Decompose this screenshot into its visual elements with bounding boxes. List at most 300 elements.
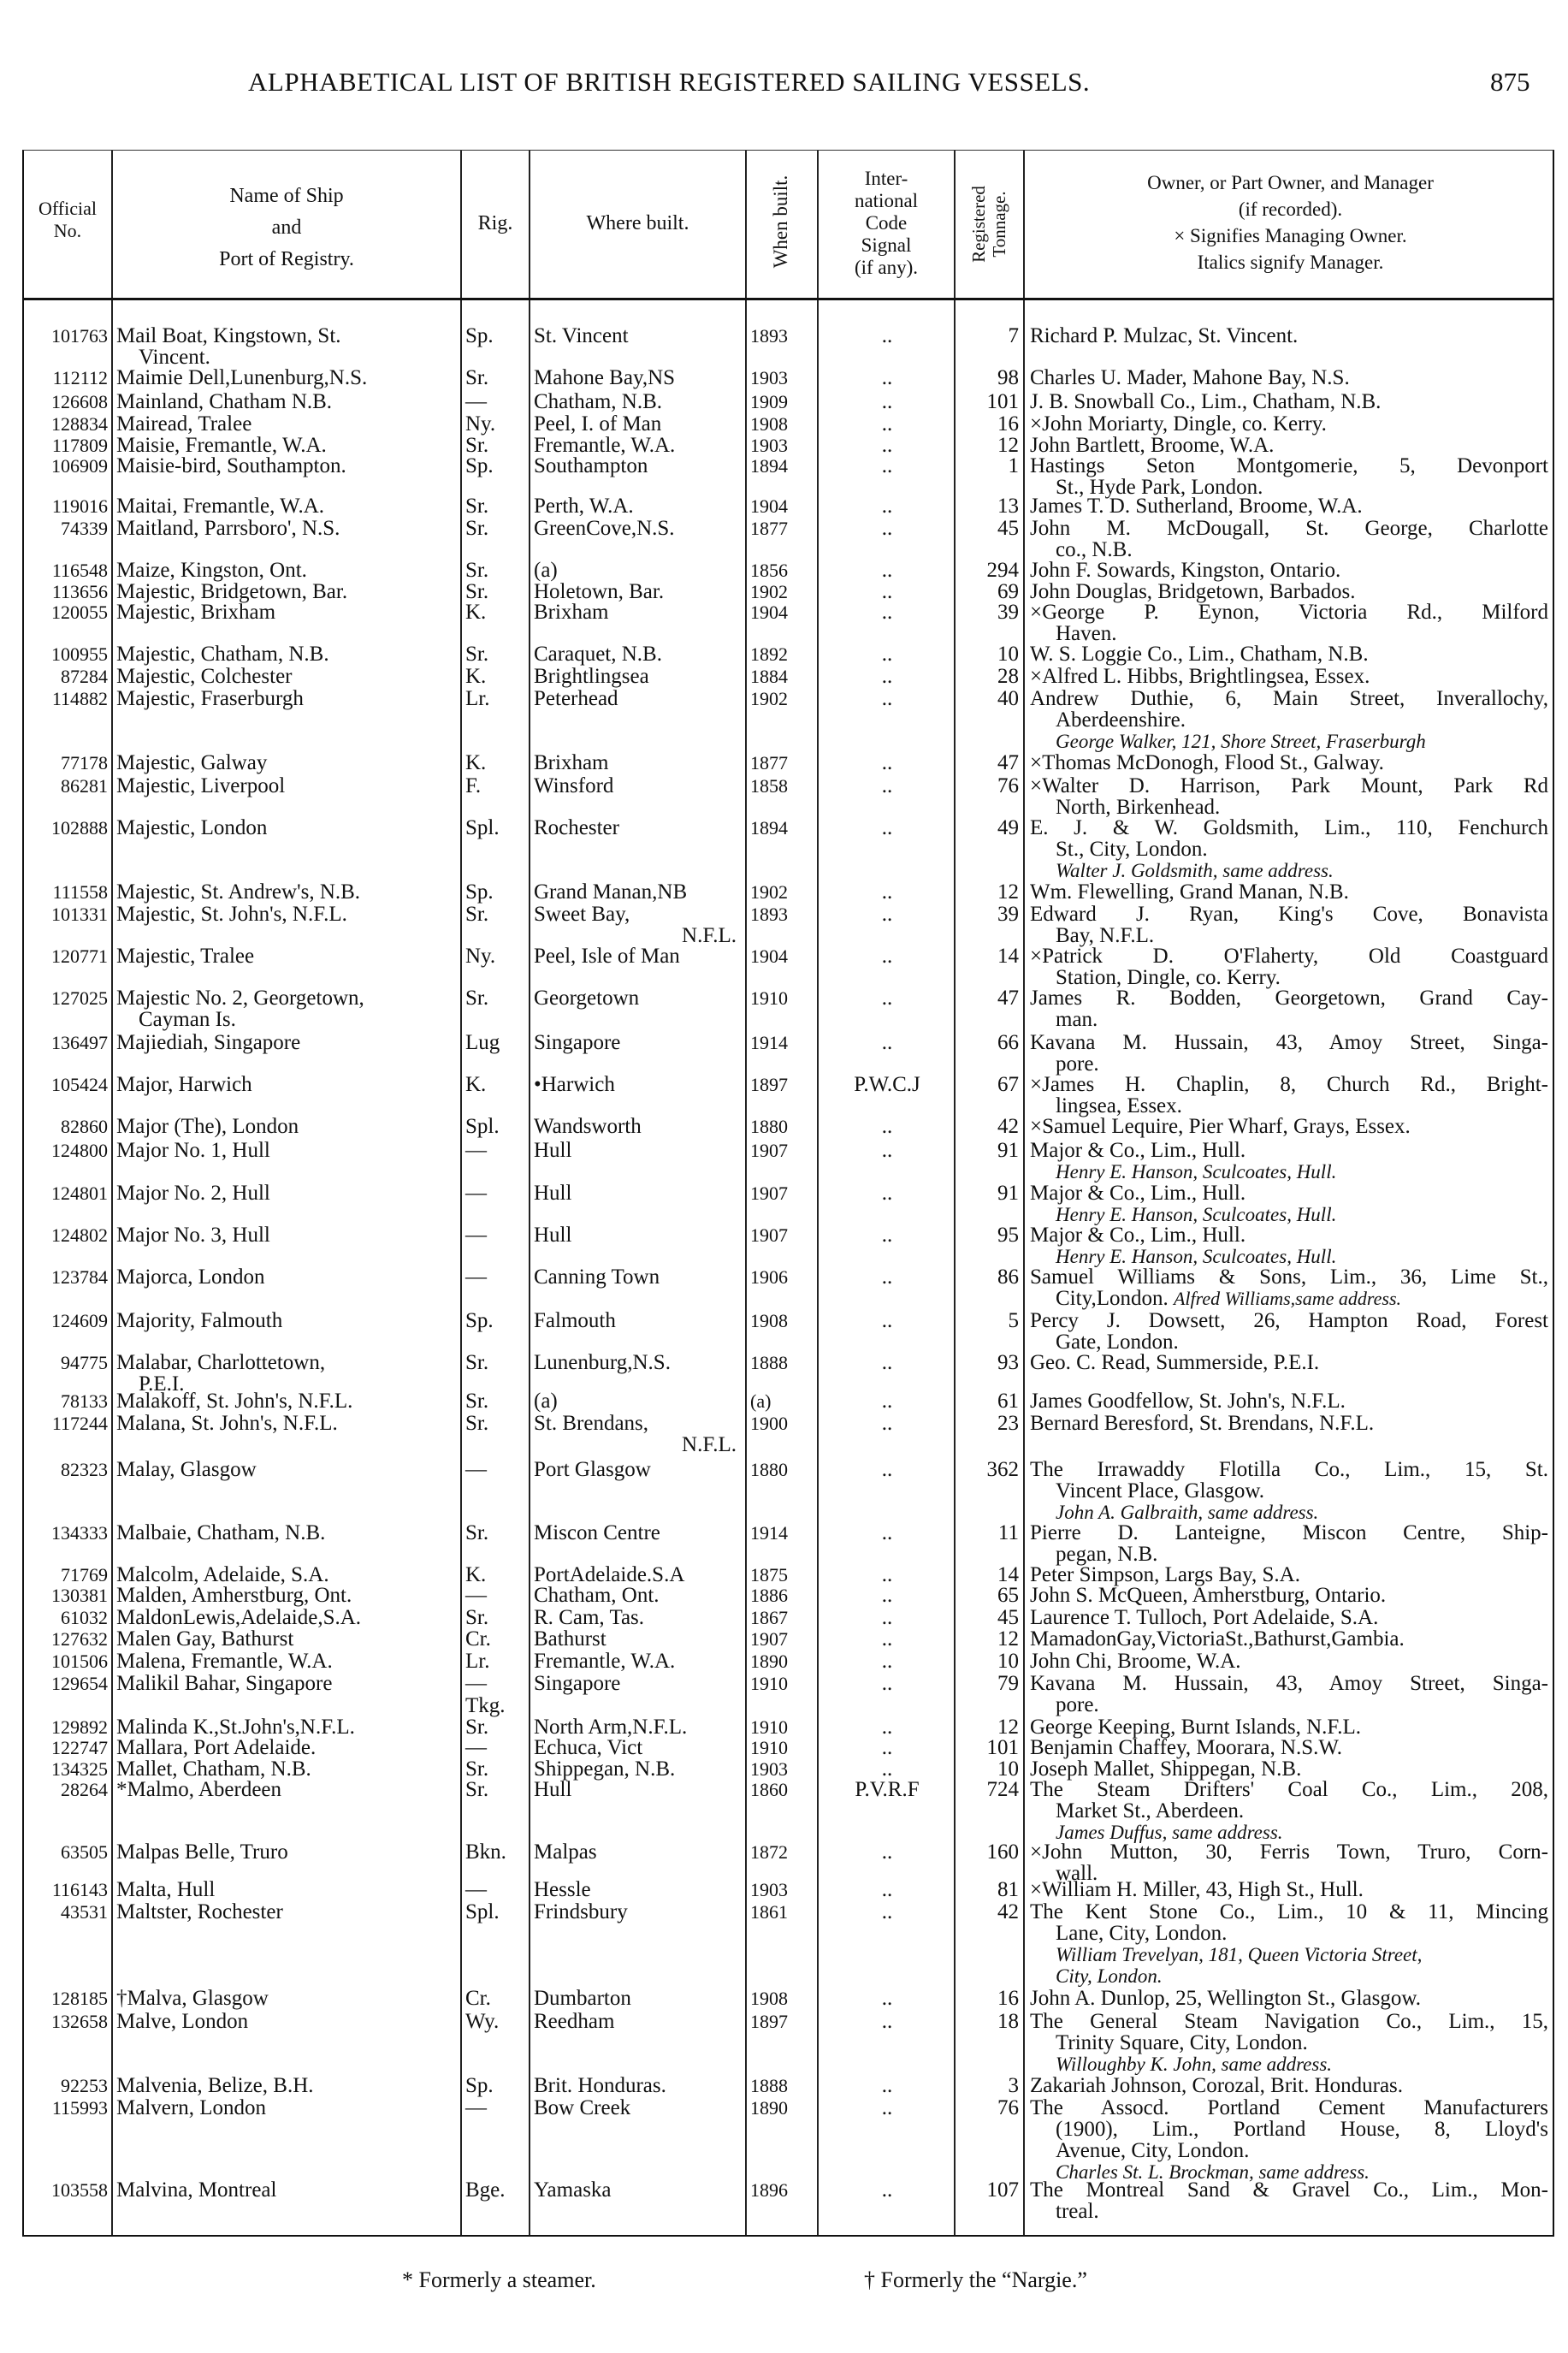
owner-line: Avenue, City, London. (1056, 2139, 1250, 2162)
code-signal: .. (881, 412, 893, 436)
rig: Sr. (465, 903, 489, 926)
where-built (534, 1266, 742, 1288)
manager-line: George Walker, 121, Shore Street, Fraserburgh (1056, 731, 1426, 752)
rig: Sr. (465, 1351, 489, 1374)
owner (1030, 367, 1548, 388)
where-built (534, 904, 742, 946)
tonnage: 91 (997, 1139, 1019, 1162)
official-number: 136497 (51, 1032, 108, 1053)
where-built-line: Frindsbury (534, 1900, 628, 1923)
owner (1030, 1352, 1548, 1373)
owner-line: St., Hyde Park, London. (1056, 476, 1263, 499)
manager-line: Henry E. Hanson, Sculcoates, Hull. (1056, 1161, 1337, 1182)
ship-name-line: Major (The), London (116, 1115, 299, 1138)
rig: Sr. (465, 517, 489, 540)
owner-line: The Irrawaddy Flotilla Co., Lim., 15, St. (1030, 1458, 1548, 1481)
official-number: 128834 (51, 413, 108, 435)
table-row (24, 412, 1553, 436)
tonnage: 10 (997, 1757, 1019, 1781)
ship-name-line: Malikil Bahar, Singapore (116, 1672, 333, 1695)
ship-name (116, 1988, 457, 2009)
owner (1030, 560, 1548, 581)
official-number: 119016 (51, 495, 108, 517)
column-divider (745, 151, 747, 2235)
where-built (534, 1585, 742, 1606)
header-line: Name of Ship (229, 185, 344, 207)
rig: — (465, 1139, 487, 1162)
where-built-line: Echuca, Vict (534, 1736, 643, 1759)
ship-name (116, 688, 457, 709)
tonnage: 7 (1008, 324, 1019, 347)
where-built (534, 987, 742, 1009)
when-built: 1893 (750, 325, 788, 347)
rig: — (465, 1878, 487, 1901)
code-signal: .. (881, 601, 893, 624)
where-built-line: Singapore (534, 1672, 621, 1695)
ship-name (116, 2179, 457, 2201)
tonnage: 61 (997, 1390, 1019, 1413)
owner-line: ×George P. Eynon, Victoria Rd., Milford (1030, 601, 1548, 624)
ship-name-line: Major No. 1, Hull (116, 1139, 270, 1162)
rig-above: Tkg. (465, 1694, 506, 1717)
code-signal: .. (881, 1182, 893, 1205)
owner-line: ×Thomas McDonogh, Flood St., Galway. (1030, 751, 1384, 774)
owner-line: The Kent Stone Co., Lim., 10 & 11, Mincing (1030, 1900, 1548, 1923)
owner-line: The Assocd. Portland Cement Manufacturers (1030, 2096, 1548, 2119)
where-built (534, 1651, 742, 1672)
manager-line: John A. Galbraith, same address. (1056, 1502, 1319, 1523)
rig: K. (465, 1073, 487, 1096)
ship-name-line: Malena, Fremantle, W.A. (116, 1650, 333, 1673)
manager-inline: Alfred Williams,same address. (1173, 1288, 1401, 1309)
table-row (24, 1606, 1553, 1629)
where-built-line: N.F.L. (682, 924, 737, 947)
owner (1030, 666, 1548, 687)
tonnage: 49 (997, 816, 1019, 839)
ship-name-line: Major No. 3, Hull (116, 1224, 270, 1247)
owner-line: Geo. C. Read, Summerside, P.E.I. (1030, 1351, 1320, 1374)
when-built: 1890 (750, 2097, 788, 2119)
header-signal (819, 168, 954, 279)
official-number: 101331 (51, 904, 108, 925)
where-built (534, 881, 742, 903)
owner (1030, 495, 1548, 517)
owner (1030, 688, 1548, 752)
when-built: 1903 (750, 1879, 788, 1900)
owner-line: James Goodfellow, St. John's, N.F.L. (1030, 1390, 1346, 1413)
official-number: 102888 (51, 817, 108, 839)
ship-name-line: Malta, Hull (116, 1878, 216, 1901)
rig: K. (465, 601, 487, 624)
owner-line: Laurence T. Tulloch, Port Adelaide, S.A. (1030, 1606, 1379, 1629)
where-built (534, 391, 742, 412)
where-built-line: R. Cam, Tas. (534, 1606, 645, 1629)
ship-name (116, 775, 457, 797)
where-built (534, 1413, 742, 1455)
tonnage: 362 (986, 1458, 1019, 1481)
where-built-line: Bow Creek (534, 2096, 631, 2119)
ship-name-line: Maimie Dell,Lunenburg,N.S. (116, 366, 368, 389)
owner-line: Major & Co., Lim., Hull. (1030, 1139, 1246, 1162)
ship-name (116, 560, 457, 581)
owner-line: John F. Sowards, Kingston, Ontario. (1030, 559, 1341, 582)
when-built: 1908 (750, 413, 788, 435)
where-built-line: •Harwich (534, 1073, 615, 1096)
tonnage: 76 (997, 2096, 1019, 2119)
code-signal: .. (881, 1265, 893, 1289)
rig: K. (465, 1563, 487, 1586)
rig: — (465, 1265, 487, 1289)
owner-line: Peter Simpson, Largs Bay, S.A. (1030, 1563, 1300, 1586)
where-built-line: (a) (534, 1390, 558, 1413)
rig: Sr. (465, 559, 489, 582)
official-number: 134333 (51, 1522, 108, 1544)
where-built-line: Canning Town (534, 1265, 660, 1289)
ship-name (116, 1651, 457, 1672)
owner-line: Pierre D. Lanteigne, Miscon Centre, Ship- (1030, 1521, 1548, 1544)
table-row (24, 2178, 1553, 2223)
ship-name (116, 1140, 457, 1161)
where-built-line: Bathurst (534, 1627, 606, 1651)
owner-line: ×Walter D. Harrison, Park Mount, Park Rd (1030, 774, 1548, 797)
ship-name-line: Malvina, Montreal (116, 2178, 277, 2202)
ship-name (116, 325, 457, 368)
official-number: 86281 (61, 775, 108, 797)
when-built: 1909 (750, 391, 788, 412)
owner (1030, 1651, 1548, 1672)
table-row (24, 1031, 1553, 1076)
owner-line: Gate, London. (1056, 1331, 1179, 1354)
official-number: 134325 (51, 1758, 108, 1780)
when-built: 1902 (750, 581, 788, 602)
where-built (534, 1841, 742, 1863)
header-where-built: Where built. (586, 212, 689, 234)
code-signal: .. (881, 903, 893, 926)
where-built-line: Dumbarton (534, 1987, 631, 2010)
rig: Sr. (465, 366, 489, 389)
rig: Sr. (465, 1412, 489, 1435)
official-number: 129892 (51, 1716, 108, 1738)
where-built-line: Peterhead (534, 687, 618, 710)
where-built (534, 817, 742, 839)
owner-line: lingsea, Essex. (1056, 1094, 1182, 1117)
owner (1030, 881, 1548, 903)
where-built (534, 1390, 742, 1412)
ship-name (116, 987, 457, 1030)
owner (1030, 581, 1548, 602)
where-built-line: Mahone Bay,NS (534, 366, 676, 389)
where-built (534, 518, 742, 539)
tonnage: 5 (1008, 1309, 1019, 1332)
tonnage: 101 (986, 390, 1019, 413)
rig: Wy. (465, 2010, 500, 2033)
tonnage: 11 (997, 1521, 1019, 1544)
tonnage: 3 (1008, 2074, 1019, 2097)
owner (1030, 455, 1548, 498)
rig: — (465, 1224, 487, 1247)
when-built: 1888 (750, 1352, 788, 1373)
ship-name-line: Malabar, Charlottetown, (116, 1351, 326, 1374)
ship-name-line: Mainland, Chatham N.B. (116, 390, 333, 413)
tonnage: 81 (997, 1878, 1019, 1901)
rig: Sr. (465, 643, 489, 666)
code-signal: .. (881, 665, 893, 688)
ship-name-line: Malcolm, Adelaide, S.A. (116, 1563, 329, 1586)
column-divider (111, 151, 113, 2235)
owner-line: pore. (1056, 1693, 1099, 1716)
official-number: 74339 (61, 518, 108, 539)
column-divider (1023, 151, 1025, 2235)
official-number: 106909 (51, 455, 108, 477)
owner-line: ×Samuel Lequire, Pier Wharf, Grays, Essex. (1030, 1115, 1411, 1138)
owner (1030, 1074, 1548, 1117)
where-built (534, 1224, 742, 1246)
rig: Cr. (465, 1627, 491, 1651)
rig: Spl. (465, 1115, 500, 1138)
code-signal: .. (881, 945, 893, 968)
when-built: 1875 (750, 1564, 788, 1585)
ship-name (116, 1585, 457, 1606)
owner-line: James T. D. Sutherland, Broome, W.A. (1030, 495, 1363, 518)
rig: Sr. (465, 495, 489, 518)
manager-line: James Duffus, same address. (1056, 1822, 1283, 1843)
when-built: 1860 (750, 1779, 788, 1800)
owner-line: wall. (1056, 1862, 1098, 1885)
official-number: 127632 (51, 1628, 108, 1650)
code-signal: .. (881, 1351, 893, 1374)
owner (1030, 2179, 1548, 2222)
code-signal: .. (881, 687, 893, 710)
code-signal: .. (881, 1650, 893, 1673)
when-built: 1910 (750, 1673, 788, 1694)
ship-name (116, 881, 457, 903)
rig: K. (465, 751, 487, 774)
tonnage: 93 (997, 1351, 1019, 1374)
ship-name (116, 435, 457, 456)
owner (1030, 1758, 1548, 1780)
owner (1030, 752, 1548, 773)
tonnage: 160 (986, 1840, 1019, 1864)
owner (1030, 945, 1548, 988)
where-built-line: Brit. Honduras. (534, 2074, 666, 2097)
rig: F. (465, 774, 482, 797)
owner-line: ×Patrick D. O'Flaherty, Old Coastguard (1030, 945, 1548, 968)
ship-name-line: Malana, St. John's, N.F.L. (116, 1412, 338, 1435)
official-number: 115993 (51, 2097, 108, 2119)
ship-name (116, 413, 457, 435)
table-row (24, 1521, 1553, 1566)
ship-name-line: Mallara, Port Adelaide. (116, 1736, 317, 1759)
owner (1030, 1901, 1548, 1987)
rig: Sr. (465, 1606, 489, 1629)
tonnage: 16 (997, 412, 1019, 436)
where-built-line: Miscon Centre (534, 1521, 660, 1544)
rig: Sp. (465, 2074, 494, 2097)
owner (1030, 1224, 1548, 1267)
owner-line: ×James H. Chaplin, 8, Church Rd., Bright- (1030, 1073, 1548, 1096)
header-line: Official (38, 198, 97, 219)
header-official-no (24, 198, 111, 242)
table-row (24, 665, 1553, 688)
when-built: 1902 (750, 688, 788, 709)
ship-name (116, 643, 457, 665)
owner (1030, 391, 1548, 412)
ship-name (116, 1758, 457, 1780)
ship-name-line: Majorca, London (116, 1265, 265, 1289)
where-built (534, 1459, 742, 1480)
ship-name-line: Majestic, St. John's, N.F.L. (116, 903, 347, 926)
where-built (534, 435, 742, 456)
where-built (534, 752, 742, 773)
code-signal: .. (881, 643, 893, 666)
ship-name-line: Maisie-bird, Southampton. (116, 454, 346, 477)
owner (1030, 987, 1548, 1030)
owner (1030, 2011, 1548, 2075)
owner-line: co., N.B. (1056, 538, 1133, 561)
ship-name-line: Major No. 2, Hull (116, 1182, 270, 1205)
table-row (24, 1073, 1553, 1117)
ship-name (116, 752, 457, 773)
when-built: 1872 (750, 1841, 788, 1863)
ship-name (116, 2075, 457, 2096)
ship-name (116, 1737, 457, 1758)
tonnage: 14 (997, 945, 1019, 968)
where-built-line: Brixham (534, 751, 609, 774)
table-row (24, 1412, 1553, 1456)
when-built: 1907 (750, 1182, 788, 1204)
where-built (534, 1310, 742, 1331)
tonnage: 18 (997, 2010, 1019, 2033)
code-signal: .. (881, 1757, 893, 1781)
table-row (24, 774, 1553, 819)
owner-line: MamadonGay,VictoriaSt.,Bathurst,Gambia. (1030, 1627, 1405, 1651)
where-built (534, 2097, 742, 2119)
when-built: 1906 (750, 1266, 788, 1288)
rig: — (465, 390, 487, 413)
tonnage: 16 (997, 1987, 1019, 2010)
ship-name (116, 904, 457, 925)
official-number: 111558 (52, 881, 108, 903)
where-built (534, 1758, 742, 1780)
ship-name-line: P.E.I. (139, 1372, 185, 1396)
owner-line: George Keeping, Burnt Islands, N.F.L. (1030, 1716, 1362, 1739)
table-row (24, 945, 1553, 989)
ship-name (116, 1116, 457, 1137)
tonnage: 45 (997, 517, 1019, 540)
when-built: 1880 (750, 1116, 788, 1137)
table-row (24, 1390, 1553, 1413)
table-row (24, 1224, 1553, 1267)
table-row (24, 2096, 1553, 2183)
ship-name-line: Majestic No. 2, Georgetown, (116, 987, 364, 1010)
ship-name (116, 1352, 457, 1395)
official-number: 124802 (51, 1224, 108, 1246)
when-built: 1892 (750, 643, 788, 665)
owner (1030, 1628, 1548, 1650)
owner-line: Vincent Place, Glasgow. (1056, 1479, 1265, 1502)
owner-line: pegan, N.B. (1056, 1543, 1158, 1566)
where-built-line: North Arm,N.F.L. (534, 1716, 688, 1739)
official-number: 120771 (51, 945, 108, 967)
tonnage: 724 (986, 1778, 1019, 1801)
code-signal: .. (881, 2010, 893, 2033)
header-line: (if recorded). (1238, 199, 1343, 220)
ship-name-line: Mail Boat, Kingstown, St. (116, 324, 341, 347)
when-built: 1861 (750, 1901, 788, 1923)
owner-line: ×Alfred L. Hibbs, Brightlingsea, Essex. (1030, 665, 1370, 688)
ship-name-line: Malinda K.,St.John's,N.F.L. (116, 1716, 355, 1739)
code-signal: .. (881, 495, 893, 518)
owner (1030, 1673, 1548, 1716)
where-built-line: Caraquet, N.B. (534, 643, 662, 666)
ship-name (116, 1779, 457, 1800)
when-built: 1904 (750, 602, 788, 623)
manager-line: William Trevelyan, 181, Queen Victoria Street, (1056, 1944, 1423, 1965)
where-built (534, 1716, 742, 1738)
where-built (534, 1879, 742, 1900)
ship-name (116, 1522, 457, 1544)
tonnage: 23 (997, 1412, 1019, 1435)
where-built-line: Fremantle, W.A. (534, 434, 676, 457)
rig: Lug (465, 1031, 500, 1054)
where-built-line: Holetown, Bar. (534, 580, 665, 603)
header-rule (24, 298, 1553, 300)
code-signal: .. (881, 1584, 893, 1607)
owner (1030, 1716, 1548, 1738)
where-built (534, 1182, 742, 1204)
where-built (534, 367, 742, 388)
when-built: 1910 (750, 1716, 788, 1738)
tonnage: 86 (997, 1265, 1019, 1289)
owner-line: Market St., Aberdeen. (1056, 1799, 1245, 1823)
owner (1030, 2075, 1548, 2096)
ship-name-line: Majestic, Galway (116, 751, 268, 774)
official-number: 116548 (51, 560, 108, 581)
official-number: 82323 (61, 1459, 108, 1480)
where-built-line: Chatham, N.B. (534, 390, 662, 413)
when-built: 1890 (750, 1651, 788, 1672)
table-row (24, 1182, 1553, 1225)
owner-line: St., City, London. (1056, 838, 1208, 861)
tonnage: 39 (997, 601, 1019, 624)
when-built: 1858 (750, 775, 788, 797)
when-built: 1904 (750, 495, 788, 517)
when-built: 1908 (750, 1988, 788, 2009)
where-built-line: N.F.L. (682, 1433, 737, 1456)
where-built-line: Hull (534, 1224, 572, 1247)
code-signal: P.V.R.F (855, 1778, 920, 1801)
code-signal: .. (881, 434, 893, 457)
owner-line: E. J. & W. Goldsmith, Lim., 110, Fenchurch (1030, 816, 1548, 839)
owner-line: Lane, City, London. (1056, 1922, 1228, 1945)
owner-line: Wm. Flewelling, Grand Manan, N.B. (1030, 880, 1349, 904)
code-signal: .. (881, 1309, 893, 1332)
owner (1030, 1266, 1548, 1309)
where-built (534, 495, 742, 517)
where-built-line: Lunenburg,N.S. (534, 1351, 671, 1374)
where-built-line: Hull (534, 1139, 572, 1162)
owner (1030, 1413, 1548, 1434)
official-number: 116143 (51, 1879, 108, 1900)
where-built (534, 1140, 742, 1161)
when-built: 1896 (750, 2179, 788, 2201)
owner-line: Kavana M. Hussain, 43, Amoy Street, Singa- (1030, 1031, 1548, 1054)
where-built (534, 2179, 742, 2201)
header-line: Italics signify Manager. (1197, 252, 1384, 273)
where-built-line: Malpas (534, 1840, 597, 1864)
ship-name (116, 817, 457, 839)
rig: — (465, 1736, 487, 1759)
